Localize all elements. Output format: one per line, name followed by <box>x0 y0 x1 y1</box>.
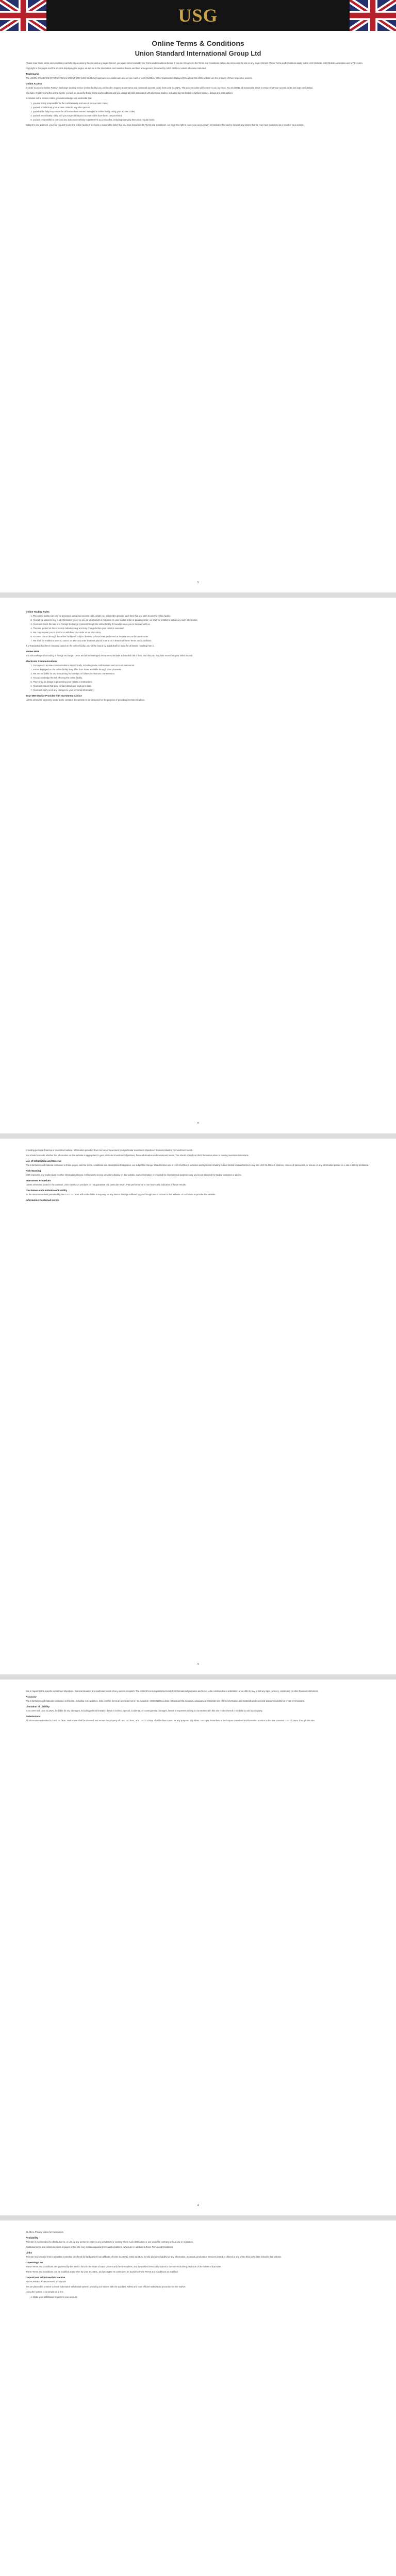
document-page <box>26 2231 370 2301</box>
paragraph: We are pleased to present our new automated withdrawal system: providing our traders with the quickest, safest and most efficient withdrawal procedure on the market. <box>26 2285 186 2288</box>
list-item: 2. Prices displayed on the online facility may differ from those available through other channels. <box>33 668 370 671</box>
union-jack-left-icon <box>0 0 46 31</box>
paragraph: These Terms and Conditions are governed by the laws in force in the State of Saint Vincent and the Grenadines, and the parties irrevocably submit to the non-exclusive jurisdiction of the courts of that state. <box>26 2265 222 2268</box>
numbered-list <box>26 102 370 122</box>
list-item: 6. You must ensure that your contact details are kept up to date. <box>33 685 370 688</box>
document-page <box>26 608 370 704</box>
paragraph: If a Transaction has been executed based on the online facility, you will be bound by it and shall be liable for all losses resulting from it. <box>26 645 154 647</box>
list-item: 5. you are responsible to carry out any actions necessary to protect the access codes, including changing them on a regular basis. <box>33 118 370 122</box>
paragraph: AUTHORISED WITHDRAWAL SYSTEMS <box>26 2280 66 2283</box>
section-heading: Your MM Service Provider with Investment Advice <box>26 694 82 697</box>
paragraph: With respect to any market data or other information that we or third party service providers display on this website, such information is provided for informational purposes only and is not intended for trading purposes or advice. <box>26 1174 242 1176</box>
page-number: 4 <box>197 2204 199 2207</box>
numbered-list <box>26 664 370 692</box>
paragraph: This site is not intended for distribution to, or use by any person or entity in any jurisdiction or country where such distribution or use would be contrary to local law or regulation. <box>26 2241 194 2243</box>
paragraph: Using the system is as simple as 1-2-3: <box>26 2291 63 2293</box>
section-heading: Information Contained Herein <box>26 1199 59 1201</box>
paragraph: The UNION STANDARD INTERNATIONAL GROUP LTD (USG GLOBAL) logo/name is a trademark and service mark of USG GLOBAL. Other trademarks displayed throughout this USG website are the property of their respective owners. <box>26 77 253 79</box>
list-item: 1. Make your withdrawal request in your account. <box>33 2296 370 2299</box>
list-item: 3. We are not liable for any loss arising from delays or failures in electronic transmission. <box>33 672 370 675</box>
site-header <box>0 0 396 31</box>
paragraph: Please read these terms and conditions carefully. By accessing the site and any pages thereof, you agree to be bound by the Terms and Conditions below. If you do not agree to the Terms and Conditions below, do not access the site or any pages thereof. These Terms and Conditions apply to the USG Website, USG Mobile Application and MT4 system. <box>26 62 363 64</box>
paragraph: has in regard to the specific investment objectives, financial situation and particular needs of any specific recipient. The content herein is published solely for informational purposes and is not to be construed as a solicitation or an offer to buy or sell any spot currency, commodity or other financial instrument. <box>26 1690 319 1692</box>
document-page <box>26 1149 370 1203</box>
paragraph: This site may contain links to websites controlled or offered by third parties (non-affiliates of USG GLOBAL). USG GLOBAL hereby disclaims liability for any information, materials, products or services posted or offered at any of the third party sites linked to this website. <box>26 2256 282 2258</box>
union-jack-right-icon <box>350 0 396 31</box>
section-heading: Electronic Communications <box>26 660 57 663</box>
section-heading: Links <box>26 2251 32 2254</box>
section-heading: Risk Warning <box>26 1170 41 1172</box>
paragraph: In no event will USG GLOBAL be liable for any damages, including without limitation direct or indirect, special, incidental, or consequential damages, losses or expenses arising in connection with this site or use thereof or inability to use by any party. <box>26 1709 263 1712</box>
list-item: 4. you will immediately notify us if you suspect that your access codes have been compromised; <box>33 114 370 117</box>
list-item: 2. You will be asked to key in all information given by you, or your behalf, in response to your market order or pending order; we shall be entitled to act on any such information. <box>33 619 370 622</box>
paragraph: Unless otherwise stated in the contract, USG GLOBAL's products do not guarantee any particular return. Past performance is not necessarily indicative of future results. <box>26 1183 187 1186</box>
section-heading: Accuracy <box>26 1696 37 1698</box>
page-number: 1 <box>197 581 199 584</box>
paragraph: Additional terms and certain sections or pages of this site may contain separate terms and conditions, which are in addition to these Terms and Conditions. <box>26 2246 174 2248</box>
section-heading: Market Risk <box>26 650 39 653</box>
paragraph: In order to use our Online Foreign Exchange dealing service (online facility) you will need to request a username and password (access code) from USG GLOBAL. The access codes will be sent to you by email. You must take all reasonable steps to ensure that your access codes are kept confidential. <box>26 87 313 89</box>
section-heading: Deposit and Withdrawal Procedure <box>26 2276 65 2279</box>
page-divider <box>0 2215 396 2221</box>
section-heading: Investment Procedure <box>26 1179 51 1182</box>
paragraph: These Terms and Conditions can be modified at any time by USG GLOBAL, and you agree to continue to be bound by these Terms and Conditions as modified. <box>26 2270 178 2273</box>
page-divider <box>0 1133 396 1139</box>
paragraph: You should consider whether the information on this website is appropriate to your particular investment objectives, financial situation and investment needs. You should not rely on this information alone in making investment decisions. <box>26 1154 249 1157</box>
page-number: 2 <box>197 1122 199 1125</box>
paragraph: The information and material contained in these pages, and the terms, conditions and descriptions that appear, are subject to change. Unauthorized use of USG GLOBAL's websites and systems including but not limited to unauthorized entry into USG GLOBAL's systems, misuse of passwords, or misuse of any information posted on a site is strictly prohibited. <box>26 1164 369 1166</box>
paragraph: In relation to the access codes, you acknowledge and undertake that: <box>26 97 92 99</box>
section-heading: Availability <box>26 2236 39 2239</box>
list-item: 5. We may request you to amend or withdraw your order at our discretion. <box>33 631 370 634</box>
page-number: 3 <box>197 1663 199 1666</box>
list-item: 7. You must notify us of any changes to your personal information. <box>33 689 370 692</box>
document-title-block <box>0 36 396 57</box>
document-page <box>26 62 370 129</box>
section-heading: Online Access <box>26 82 42 85</box>
list-item: 4. The rate quoted on the screen is indicative only and may change before your order is executed. <box>33 627 370 630</box>
page-divider <box>0 1674 396 1680</box>
list-item: 3. you shall be fully responsible for all instructions entered through the online facility using your access codes; <box>33 110 370 113</box>
paragraph: To the maximum extent permitted by law, USG GLOBAL will not be liable in any way for any loss or damage suffered by you through use or access to this website, or our failure to provide this website. <box>26 1193 216 1196</box>
paragraph: You agree that by using the online facility, you will be bound by these terms and conditions and you accept all risks associated with electronic trading, including but not limited to system failures, delays and interruptions. <box>26 92 234 94</box>
paragraph: The information and materials contained in this site, including text, graphics, links or other items are provided 'as is', 'as available'. USG GLOBAL does not warrant the accuracy, adequacy or completeness of this information and materials and expressly disclaims liability for errors or omissions. <box>26 1700 305 1702</box>
paragraph: GLOBAL Privacy Notice for Consumers <box>26 2231 64 2233</box>
paragraph: You acknowledge that trading in foreign exchange, CFDs and other leveraged instruments involves substantial risk of loss, and that you may lose more than your initial deposit. <box>26 654 193 657</box>
section-heading: Limitation of Liability <box>26 1705 50 1708</box>
list-item: 6. An order placed through the online facility will only be deemed to have been performed at the time we confirm such order. <box>33 635 370 638</box>
list-item: 1. You agree to receive communications electronically, including trade confirmations and account statements. <box>33 664 370 667</box>
page-subtitle: Union Standard International Group Ltd <box>135 49 261 57</box>
list-item: 7. We shall be entitled to amend, cancel, or alter any order that was placed in error or in breach of these Terms and Conditions. <box>33 639 370 642</box>
list-item: 2. you will not disclose your access codes to any other person; <box>33 106 370 109</box>
paragraph: All information submitted to USG GLOBAL via this site shall be deemed and remain the property of USG GLOBAL, and USG GLOBAL shall be free to use, for any purpose, any ideas, concepts, know-how or techniques contained in information a visitor to this site provides USG GLOBAL through this site. <box>26 1719 315 1722</box>
section-heading: Submissions <box>26 1715 41 1718</box>
paragraph: Copyright in the pages and the screens displaying the pages, as well as in the information and material therein and their arrangement, is owned by USG GLOBAL unless otherwise indicated. <box>26 67 207 70</box>
paragraph: Subject to our approval, you may request to use the online facility. If we have a reasonable belief that you have breached the Terms and Conditions, we have the right to close your account with immediate effect and to forward any losses that we may have sustained as a result of your actions. <box>26 124 304 126</box>
paragraph: providing personal financial or investment advice. Information provided does not take into account your particular investment objectives, financial situation or investment needs. <box>26 1149 193 1151</box>
list-item: 5. There may be delays in processing your orders or instructions. <box>33 681 370 684</box>
section-heading: Use of Information and Material <box>26 1160 61 1162</box>
list-item: 1. you are solely responsible for the confidentiality and use of your access codes; <box>33 102 370 105</box>
numbered-list <box>26 615 370 642</box>
section-heading: Online Trading Rules <box>26 611 50 613</box>
list-item: 4. You acknowledge the risk of using the online facility. <box>33 676 370 680</box>
document-page <box>26 1690 370 1724</box>
list-item: 1. The online facility can only be accessed using your access code, which you will need to provide each time that you wish to use the online facility. <box>33 615 370 618</box>
usg-logo[interactable] <box>165 3 231 28</box>
list-item: 3. You must check the rate of a Foreign Exchange contract through the online facility if it would induce you to transact with us. <box>33 623 370 626</box>
page-divider <box>0 592 396 598</box>
numbered-list <box>26 2296 370 2299</box>
section-heading: Disclaimer and Limitation of Liability <box>26 1189 68 1192</box>
paragraph: Unless otherwise expressly stated in the contract, the website is not designed for the purpose of providing investment advice. <box>26 699 145 701</box>
page-title: Online Terms & Conditions <box>152 39 244 47</box>
logo-text: USG <box>178 5 218 26</box>
section-heading: Trademarks <box>26 73 39 75</box>
section-heading: Governing Law <box>26 2261 43 2264</box>
